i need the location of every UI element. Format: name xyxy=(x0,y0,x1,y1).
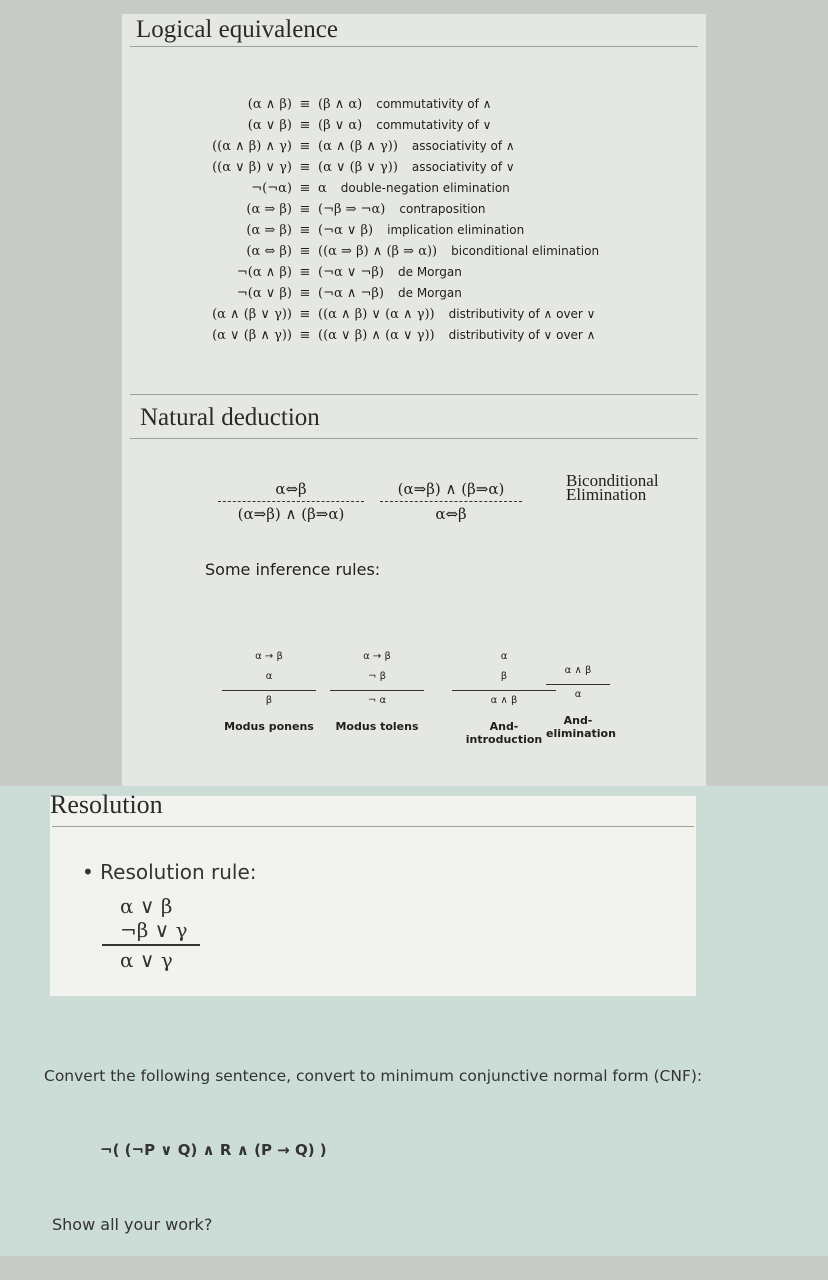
rule-line xyxy=(330,690,424,691)
bicond-label: Biconditional Elimination xyxy=(566,471,659,504)
resolution-divider xyxy=(52,826,694,827)
fraction-bar xyxy=(102,944,200,946)
some-rules-label: Some inference rules: xyxy=(205,560,381,579)
logical-equivalence-title: Logical equivalence xyxy=(136,16,338,43)
equivalence-rhs: (β ∨ α) xyxy=(318,118,363,133)
equivalence-lhs: (α ⇒ β) xyxy=(246,202,292,217)
equivalence-name: de Morgan xyxy=(398,286,462,300)
bicond-right-denominator: α⇔β xyxy=(435,505,467,523)
rule-conclusion: α ∧ β xyxy=(490,695,518,706)
rule-line xyxy=(452,690,556,691)
equivalence-row xyxy=(122,283,706,304)
rule-premise: β xyxy=(500,671,508,682)
equivalence-rhs: (¬α ∨ ¬β) xyxy=(318,265,385,280)
equivalence-name: contraposition xyxy=(399,202,486,216)
rule-name: And-introduction xyxy=(465,720,543,746)
question-prompt: Convert the following sentence, convert to minimum conjunctive normal form (CNF): xyxy=(44,1067,703,1085)
equivalence-rhs: (β ∧ α) xyxy=(318,97,363,112)
inference-rule xyxy=(452,650,556,746)
bicond-right-numerator: (α⇒β) ∧ (β⇒α) xyxy=(397,480,505,498)
equivalence-name: de Morgan xyxy=(398,265,462,279)
equivalence-rhs: (¬β ⇒ ¬α) xyxy=(318,202,386,217)
equivalence-lhs: (α ⇒ β) xyxy=(246,223,292,238)
fraction-bar xyxy=(218,501,364,502)
bicond-fraction-right xyxy=(380,480,522,523)
rule-conclusion: ¬ α xyxy=(367,695,387,706)
equivalence-table xyxy=(122,94,706,346)
resolution-rule xyxy=(82,860,257,884)
equivalence-row xyxy=(122,136,706,157)
equivalence-lhs: (α ∨ (β ∧ γ)) xyxy=(212,328,292,343)
equivalence-lhs: (α ∧ β) xyxy=(247,97,292,112)
equivalence-rhs: ((α ∧ β) ∨ (α ∧ γ)) xyxy=(318,307,435,322)
equivalence-lhs: ¬(¬α) xyxy=(251,181,292,196)
equivalence-lhs: (α ∨ β) xyxy=(247,118,292,133)
resolution-premise-2: ¬β ∨ γ xyxy=(120,918,188,942)
rule-premise: α xyxy=(265,671,273,682)
equivalence-symbol: ≡ xyxy=(299,160,311,175)
equivalence-rhs: (α ∨ (β ∨ γ)) xyxy=(318,160,398,175)
rule-name: Modus ponens xyxy=(224,720,314,733)
equivalence-rhs: (¬α ∨ β) xyxy=(318,223,374,238)
fraction-bar xyxy=(380,501,522,502)
rule-premise: α ∧ β xyxy=(564,665,592,676)
question-sentence: ¬( (¬P ∨ Q) ∧ R ∧ (P → Q) ) xyxy=(100,1141,327,1159)
rule-name: And-elimination xyxy=(546,714,616,740)
resolution-premise-1: α ∨ β xyxy=(120,894,173,918)
inference-rule xyxy=(546,664,616,740)
equivalence-lhs: ((α ∧ β) ∧ γ) xyxy=(212,139,292,154)
bicond-left-denominator: (α⇒β) ∧ (β⇒α) xyxy=(237,505,345,523)
rule-conclusion: β xyxy=(265,695,273,706)
equivalence-name: biconditional elimination xyxy=(451,244,600,258)
equivalence-symbol: ≡ xyxy=(299,307,311,322)
equivalence-symbol: ≡ xyxy=(299,97,311,112)
top-slide-panel xyxy=(122,14,706,786)
equivalence-symbol: ≡ xyxy=(299,286,311,301)
section-divider xyxy=(130,394,698,395)
equivalence-symbol: ≡ xyxy=(299,118,311,133)
equivalence-rhs: (¬α ∧ ¬β) xyxy=(318,286,385,301)
equivalence-lhs: ¬(α ∧ β) xyxy=(236,265,292,280)
equivalence-lhs: (α ⇔ β) xyxy=(246,244,292,259)
rule-premise: α → β xyxy=(363,651,391,662)
rule-premise: α → β xyxy=(255,651,283,662)
bicond-fraction-left xyxy=(218,480,364,523)
bicond-left-numerator: α⇔β xyxy=(275,480,307,498)
equivalence-row xyxy=(122,178,706,199)
equivalence-symbol: ≡ xyxy=(299,244,311,259)
equivalence-row xyxy=(122,199,706,220)
equivalence-row xyxy=(122,115,706,136)
equivalence-row xyxy=(122,157,706,178)
equivalence-row xyxy=(122,94,706,115)
resolution-conclusion: α ∨ γ xyxy=(120,948,173,972)
equivalence-row xyxy=(122,220,706,241)
question-footer: Show all your work? xyxy=(52,1215,213,1234)
equivalence-name: distributivity of ∨ over ∧ xyxy=(448,328,596,342)
inference-rule xyxy=(222,650,316,733)
equivalence-rhs: (α ∧ (β ∧ γ)) xyxy=(318,139,398,154)
rule-premise: ¬ β xyxy=(368,671,386,682)
equivalence-name: implication elimination xyxy=(387,223,525,237)
equivalence-name: commutativity of ∨ xyxy=(376,118,492,132)
equivalence-rhs: ((α ∨ β) ∧ (α ∨ γ)) xyxy=(318,328,435,343)
equivalence-name: associativity of ∨ xyxy=(411,160,515,174)
rule-name: Modus tolens xyxy=(335,720,419,733)
rule-line xyxy=(546,684,610,685)
rule-conclusion: α xyxy=(574,689,582,700)
resolution-rule-label: Resolution rule: xyxy=(100,860,257,884)
title-divider xyxy=(130,46,698,47)
equivalence-rhs: ((α ⇒ β) ∧ (β ⇒ α)) xyxy=(318,244,438,259)
equivalence-name: commutativity of ∧ xyxy=(376,97,492,111)
equivalence-symbol: ≡ xyxy=(299,328,311,343)
equivalence-symbol: ≡ xyxy=(299,181,311,196)
resolution-fraction xyxy=(102,894,200,972)
equivalence-lhs: ¬(α ∨ β) xyxy=(236,286,292,301)
equivalence-lhs: (α ∧ (β ∨ γ)) xyxy=(212,307,292,322)
rule-premise: α xyxy=(500,651,508,662)
equivalence-name: double-negation elimination xyxy=(340,181,510,195)
bottom-question-panel xyxy=(0,786,828,1256)
natural-deduction-title: Natural deduction xyxy=(140,404,320,431)
equivalence-symbol: ≡ xyxy=(299,202,311,217)
bullet-icon: • xyxy=(82,860,94,884)
equivalence-row xyxy=(122,304,706,325)
rule-line xyxy=(222,690,316,691)
inference-rule xyxy=(330,650,424,733)
equivalence-symbol: ≡ xyxy=(299,265,311,280)
equivalence-symbol: ≡ xyxy=(299,139,311,154)
nd-title-divider xyxy=(130,438,698,439)
equivalence-lhs: ((α ∨ β) ∨ γ) xyxy=(212,160,292,175)
equivalence-name: associativity of ∧ xyxy=(411,139,515,153)
equivalence-row xyxy=(122,262,706,283)
equivalence-row xyxy=(122,241,706,262)
resolution-title: Resolution xyxy=(50,790,163,819)
equivalence-rhs: α xyxy=(318,181,327,196)
equivalence-name: distributivity of ∧ over ∨ xyxy=(448,307,596,321)
equivalence-row xyxy=(122,325,706,346)
equivalence-symbol: ≡ xyxy=(299,223,311,238)
